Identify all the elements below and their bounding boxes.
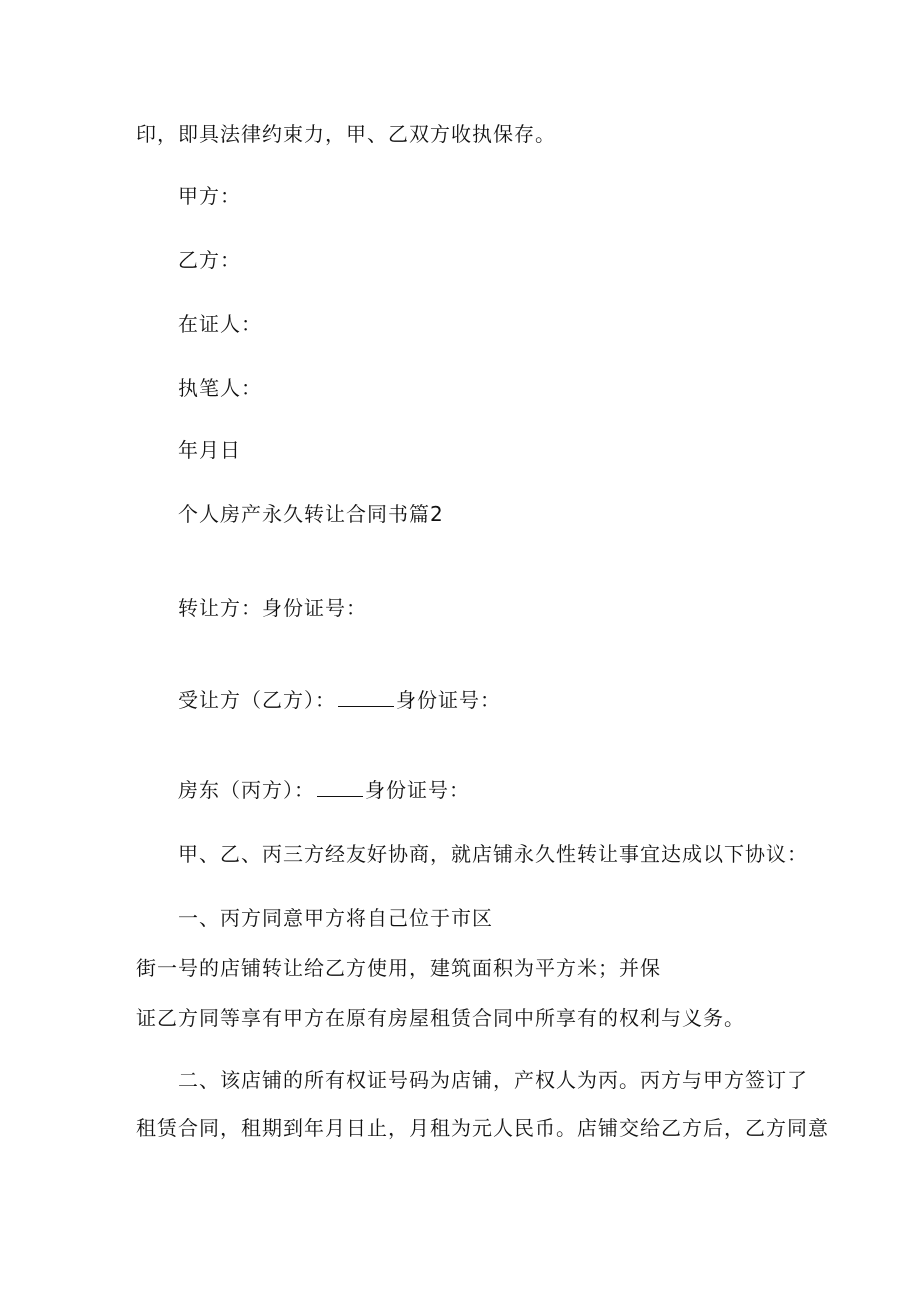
paragraph-closing-line: 印，即具法律约束力，甲、乙双方收执保存。: [136, 122, 556, 146]
party-a-label: 甲方：: [178, 184, 241, 208]
clause-2-line-1: 二、该店铺的所有权证号码为店铺，产权人为丙。丙方与甲方签订了: [178, 1068, 808, 1092]
clause-1-line-2: 街一号的店铺转让给乙方使用，建筑面积为平方米；并保: [136, 956, 661, 980]
transferee-blank: [338, 688, 394, 707]
transferor-line: 转让方：身份证号：: [178, 596, 367, 620]
witness-label: 在证人：: [178, 312, 262, 336]
date-label: 年月日: [178, 438, 241, 462]
landlord-label: 房东（丙方）：: [178, 778, 315, 802]
scribe-label: 执笔人：: [178, 376, 262, 400]
clause-2-line-2: 租赁合同，租期到年月日止，月租为元人民币。店铺交给乙方后，乙方同意: [136, 1116, 829, 1140]
agreement-intro: 甲、乙、丙三方经友好协商，就店铺永久性转让事宜达成以下协议：: [178, 842, 808, 866]
party-b-label: 乙方：: [178, 248, 241, 272]
transferee-label: 受让方（乙方）：: [178, 688, 336, 712]
transferee-line: [178, 688, 501, 712]
clause-1-line-3: 证乙方同等享有甲方在原有房屋租赁合同中所享有的权利与义务。: [136, 1006, 745, 1030]
landlord-blank: [317, 778, 363, 797]
clause-1-line-1: 一、丙方同意甲方将自己位于市区: [178, 906, 493, 930]
landlord-id-label: 身份证号：: [365, 778, 470, 802]
section-title: 个人房产永久转让合同书篇2: [178, 502, 444, 526]
transferee-id-label: 身份证号：: [396, 688, 501, 712]
landlord-line: [178, 778, 470, 802]
